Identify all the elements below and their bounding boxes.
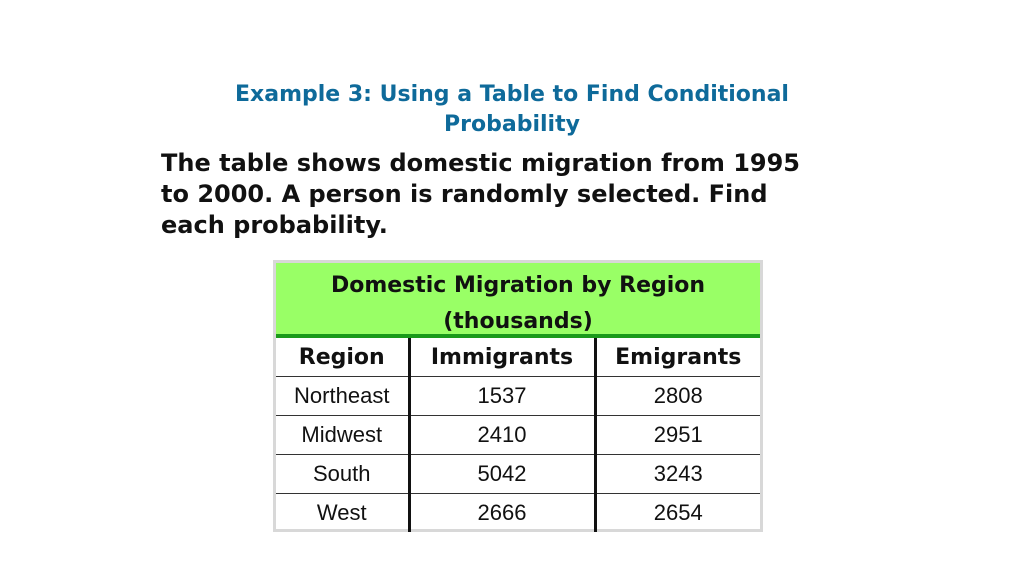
cell-immigrants: 2666 bbox=[409, 494, 595, 533]
header-region: Region bbox=[276, 338, 409, 377]
cell-immigrants: 5042 bbox=[409, 455, 595, 494]
problem-statement bbox=[161, 148, 861, 241]
slide-title-line-2: Probability bbox=[444, 112, 580, 137]
cell-emigrants: 3243 bbox=[595, 455, 760, 494]
slide-title-line-1: Example 3: Using a Table to Find Conditional bbox=[235, 82, 789, 107]
migration-table-body bbox=[276, 263, 760, 529]
table-caption-line-2: (thousands) bbox=[443, 309, 593, 334]
table-row bbox=[276, 377, 760, 416]
cell-immigrants: 2410 bbox=[409, 416, 595, 455]
cell-region: West bbox=[276, 494, 409, 533]
slide-title bbox=[150, 80, 874, 140]
cell-emigrants: 2654 bbox=[653, 500, 703, 525]
migration-table bbox=[273, 260, 763, 532]
data-grid bbox=[276, 338, 760, 532]
table-row bbox=[276, 455, 760, 494]
problem-statement-line-1: The table shows domestic migration from 1995 bbox=[161, 149, 800, 177]
header-row bbox=[276, 338, 760, 377]
header-immigrants: Immigrants bbox=[409, 338, 595, 377]
cell-emigrants: 2951 bbox=[595, 416, 760, 455]
cell-emigrants: 2808 bbox=[595, 377, 760, 416]
cell-region: South bbox=[276, 455, 409, 494]
table-row bbox=[276, 416, 760, 455]
problem-statement-line-2: to 2000. A person is randomly selected. Find bbox=[161, 180, 768, 208]
cell-region: Northeast bbox=[276, 377, 409, 416]
table-caption bbox=[276, 263, 760, 338]
table-row bbox=[276, 494, 760, 533]
problem-statement-line-3: each probability. bbox=[161, 211, 388, 239]
cell-immigrants: 1537 bbox=[409, 377, 595, 416]
header-emigrants: Emigrants bbox=[595, 338, 760, 377]
table-caption-line-1: Domestic Migration by Region bbox=[330, 273, 706, 298]
cell-region: Midwest bbox=[276, 416, 409, 455]
